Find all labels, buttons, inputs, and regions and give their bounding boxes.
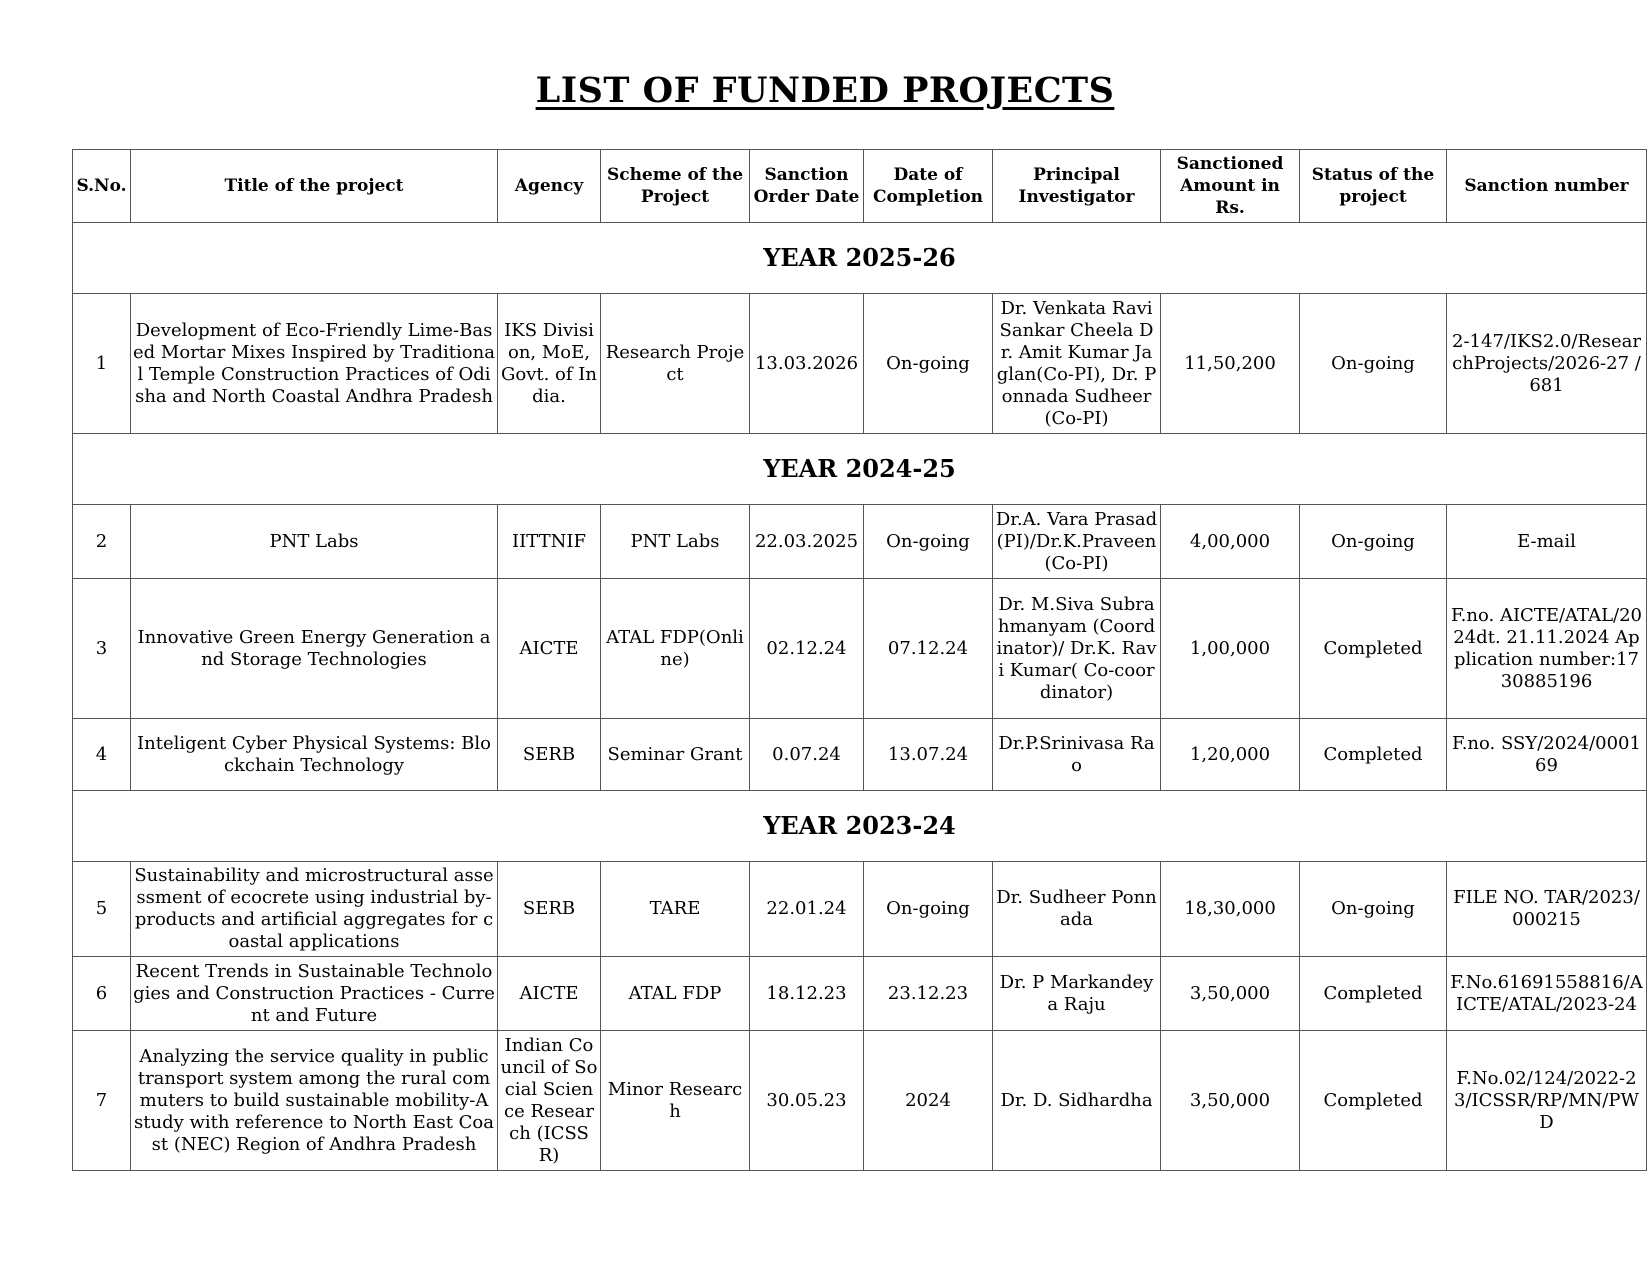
cell-sno: 7 bbox=[73, 1031, 131, 1171]
table-row bbox=[73, 505, 1647, 579]
table-row bbox=[73, 957, 1647, 1031]
cell-pi: Dr. P Markandeya Raju bbox=[993, 957, 1161, 1031]
col-header-sanction-date: Sanction Order Date bbox=[750, 150, 864, 223]
cell-title: Innovative Green Energy Generation and Storage Technologies bbox=[131, 579, 498, 719]
cell-amount: 11,50,200 bbox=[1161, 294, 1300, 434]
cell-pi: Dr. Sudheer Ponnada bbox=[993, 862, 1161, 957]
cell-sanction-date: 0.07.24 bbox=[750, 719, 864, 791]
cell-completion: 13.07.24 bbox=[864, 719, 993, 791]
cell-status: On-going bbox=[1300, 294, 1447, 434]
cell-scheme: Minor Research bbox=[601, 1031, 750, 1171]
cell-scheme: Research Project bbox=[601, 294, 750, 434]
cell-pi: Dr. M.Siva Subrahmanyam (Coordinator)/ Dr.K. Ravi Kumar( Co-coordinator) bbox=[993, 579, 1161, 719]
cell-title: Recent Trends in Sustainable Technologies and Construction Practices - Current and Future bbox=[131, 957, 498, 1031]
cell-agency: SERB bbox=[498, 719, 601, 791]
cell-sno: 2 bbox=[73, 505, 131, 579]
cell-agency: IITTNIF bbox=[498, 505, 601, 579]
cell-agency: IKS Division, MoE, Govt. of India. bbox=[498, 294, 601, 434]
col-header-status: Status of the project bbox=[1300, 150, 1447, 223]
col-header-sanction-no: Sanction number bbox=[1447, 150, 1647, 223]
cell-sno: 5 bbox=[73, 862, 131, 957]
cell-amount: 3,50,000 bbox=[1161, 1031, 1300, 1171]
cell-scheme: ATAL FDP(Online) bbox=[601, 579, 750, 719]
cell-pi: Dr. Venkata Ravi Sankar Cheela Dr. Amit Kumar Jaglan(Co-PI), Dr. Ponnada Sudheer (Co-PI) bbox=[993, 294, 1161, 434]
cell-sanction-no: F.no. AICTE/ATAL/2024dt. 21.11.2024 Application number:1730885196 bbox=[1447, 579, 1647, 719]
cell-status: On-going bbox=[1300, 505, 1447, 579]
cell-completion: 2024 bbox=[864, 1031, 993, 1171]
cell-amount: 18,30,000 bbox=[1161, 862, 1300, 957]
cell-status: On-going bbox=[1300, 862, 1447, 957]
cell-title: Inteligent Cyber Physical Systems: Blockchain Technology bbox=[131, 719, 498, 791]
cell-title: Sustainability and microstructural assessment of ecocrete using industrial by-products and artificial aggregates for coastal applications bbox=[131, 862, 498, 957]
table-row bbox=[73, 294, 1647, 434]
cell-sanction-no: 2-147/IKS2.0/ResearchProjects/2026-27 / 681 bbox=[1447, 294, 1647, 434]
page-title: LIST OF FUNDED PROJECTS bbox=[535, 70, 1115, 111]
cell-pi: Dr.P.Srinivasa Rao bbox=[993, 719, 1161, 791]
cell-status: Completed bbox=[1300, 579, 1447, 719]
cell-sanction-no: E-mail bbox=[1447, 505, 1647, 579]
cell-sanction-date: 02.12.24 bbox=[750, 579, 864, 719]
cell-title: Development of Eco-Friendly Lime-Based Mortar Mixes Inspired by Traditional Temple Construction Practices of Odisha and North Coastal Andhra Pradesh bbox=[131, 294, 498, 434]
table-row bbox=[73, 579, 1647, 719]
year-label: YEAR 2025-26 bbox=[73, 223, 1647, 294]
cell-title: Analyzing the service quality in public transport system among the rural commuters to build sustainable mobility-A study with reference to North East Coast (NEC) Region of Andhra Pradesh bbox=[131, 1031, 498, 1171]
cell-sno: 4 bbox=[73, 719, 131, 791]
year-section-row bbox=[73, 434, 1647, 505]
col-header-title: Title of the project bbox=[131, 150, 498, 223]
cell-sanction-no: F.No.61691558816/AICTE/ATAL/2023-24 bbox=[1447, 957, 1647, 1031]
cell-amount: 1,20,000 bbox=[1161, 719, 1300, 791]
cell-sanction-date: 30.05.23 bbox=[750, 1031, 864, 1171]
cell-completion: 07.12.24 bbox=[864, 579, 993, 719]
table-row bbox=[73, 719, 1647, 791]
year-label: YEAR 2023-24 bbox=[73, 791, 1647, 862]
cell-sanction-no: F.no. SSY/2024/000169 bbox=[1447, 719, 1647, 791]
cell-sanction-date: 22.01.24 bbox=[750, 862, 864, 957]
col-header-completion: Date of Completion bbox=[864, 150, 993, 223]
header-row bbox=[73, 150, 1647, 223]
col-header-amount: Sanctioned Amount in Rs. bbox=[1161, 150, 1300, 223]
cell-scheme: ATAL FDP bbox=[601, 957, 750, 1031]
cell-amount: 1,00,000 bbox=[1161, 579, 1300, 719]
cell-pi: Dr. D. Sidhardha bbox=[993, 1031, 1161, 1171]
cell-sno: 6 bbox=[73, 957, 131, 1031]
cell-sno: 3 bbox=[73, 579, 131, 719]
cell-scheme: TARE bbox=[601, 862, 750, 957]
cell-agency: Indian Council of Social Science Research (ICSSR) bbox=[498, 1031, 601, 1171]
cell-completion: On-going bbox=[864, 862, 993, 957]
cell-title: PNT Labs bbox=[131, 505, 498, 579]
cell-sanction-date: 22.03.2025 bbox=[750, 505, 864, 579]
cell-agency: AICTE bbox=[498, 579, 601, 719]
cell-agency: SERB bbox=[498, 862, 601, 957]
table-row bbox=[73, 1031, 1647, 1171]
cell-scheme: Seminar Grant bbox=[601, 719, 750, 791]
cell-sanction-date: 13.03.2026 bbox=[750, 294, 864, 434]
cell-amount: 3,50,000 bbox=[1161, 957, 1300, 1031]
cell-sanction-no: F.No.02/124/2022-23/ICSSR/RP/MN/PWD bbox=[1447, 1031, 1647, 1171]
cell-status: Completed bbox=[1300, 957, 1447, 1031]
col-header-scheme: Scheme of the Project bbox=[601, 150, 750, 223]
table-row bbox=[73, 862, 1647, 957]
cell-agency: AICTE bbox=[498, 957, 601, 1031]
cell-scheme: PNT Labs bbox=[601, 505, 750, 579]
col-header-pi: Principal Investigator bbox=[993, 150, 1161, 223]
cell-status: Completed bbox=[1300, 719, 1447, 791]
cell-status: Completed bbox=[1300, 1031, 1447, 1171]
funded-projects-table bbox=[72, 149, 1647, 1171]
col-header-agency: Agency bbox=[498, 150, 601, 223]
cell-completion: On-going bbox=[864, 505, 993, 579]
year-label: YEAR 2024-25 bbox=[73, 434, 1647, 505]
cell-completion: On-going bbox=[864, 294, 993, 434]
col-header-sno: S.No. bbox=[73, 150, 131, 223]
cell-sanction-date: 18.12.23 bbox=[750, 957, 864, 1031]
year-section-row bbox=[73, 791, 1647, 862]
cell-amount: 4,00,000 bbox=[1161, 505, 1300, 579]
cell-pi: Dr.A. Vara Prasad(PI)/Dr.K.Praveen(Co-PI) bbox=[993, 505, 1161, 579]
year-section-row bbox=[73, 223, 1647, 294]
cell-sno: 1 bbox=[73, 294, 131, 434]
cell-sanction-no: FILE NO. TAR/2023/000215 bbox=[1447, 862, 1647, 957]
cell-completion: 23.12.23 bbox=[864, 957, 993, 1031]
